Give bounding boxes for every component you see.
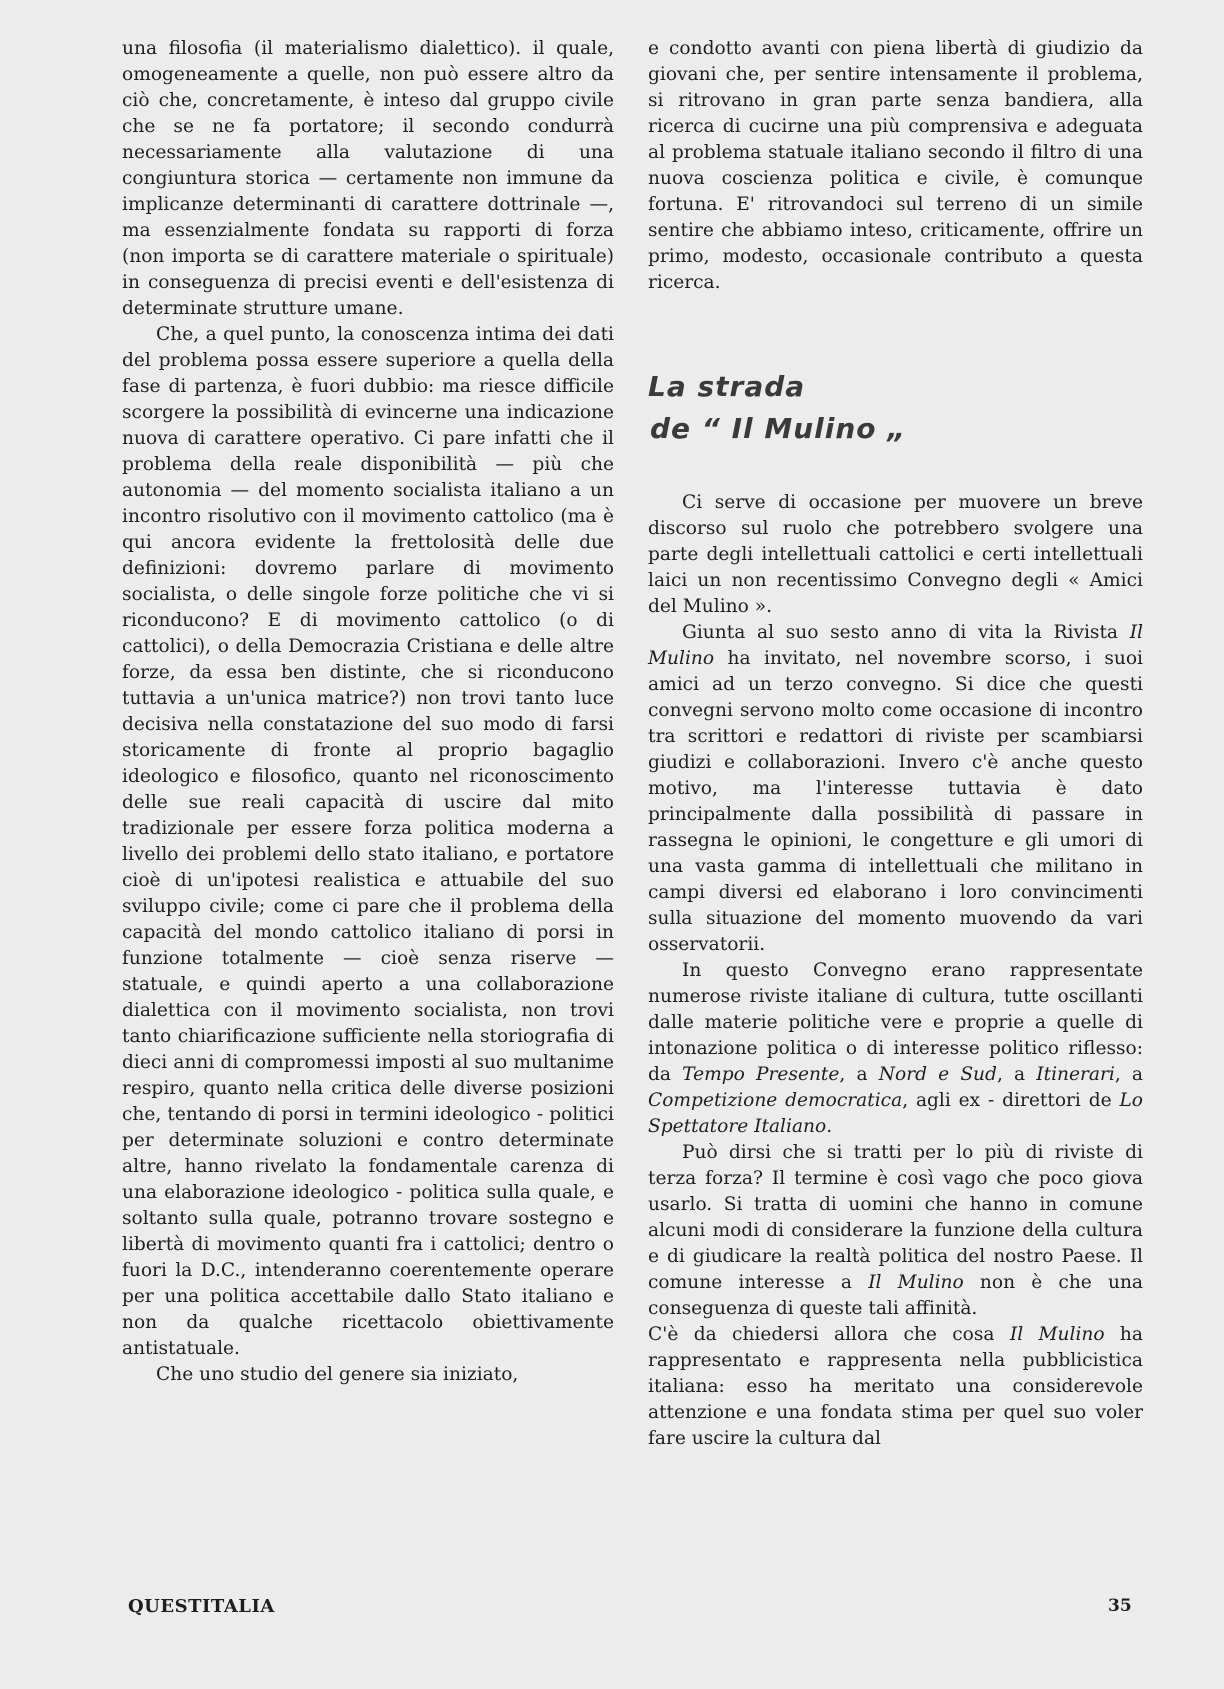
paragraph: Ci serve di occasione per muovere un breve discorso sul ruolo che potrebbero svolgere una parte degli intellettuali cattolici e certi intellettuali laici un non recentissimo Convegno degli « Amici del Mulino ».: [648, 492, 1143, 617]
text-run: ha rappresentato e rappresenta nella pubblicistica italiana: esso ha meritato una considerevole attenzione e una fondata stima per quel suo voler fare uscire la cultura dal: [648, 1324, 1143, 1449]
left-column: [122, 36, 614, 1388]
text-run: , a: [1114, 1064, 1143, 1085]
journal-title: Tempo Presente: [682, 1064, 840, 1085]
paragraph: e condotto avanti con piena libertà di giudizio da giovani che, per sentire intensamente il problema, si ritrovano in gran parte senza bandiera, alla ricerca di cucirne una più comprensiva e adeguata al problema statuale italiano secondo il filtro di una nuova coscienza politica e civile, è comunque fortuna. E' ritrovandoci sul terreno di un simile sentire che abbiamo inteso, criticamente, offrire un primo, modesto, occasionale contributo a questa ricerca.: [648, 38, 1143, 293]
journal-title: Lo Spettatore Italiano: [648, 1090, 1143, 1137]
running-footer-journal: QUESTITALIA: [128, 1596, 275, 1617]
journal-title: Il Mulino: [1009, 1324, 1105, 1345]
paragraph: Che uno studio del genere sia iniziato,: [156, 1364, 519, 1385]
text-run: Giunta al suo sesto anno di vita la Rivista: [682, 622, 1130, 643]
text-run: non è che una conseguenza di queste tali affinità.: [648, 1272, 1144, 1319]
page-number: 35: [1108, 1596, 1132, 1616]
right-column: [648, 36, 1143, 1452]
text-run: In questo Convegno erano rappresentate numerose riviste italiane di cultura, tutte oscillanti dalle materie politiche vere e proprie a quelle di intonazione politica o di interesse politico riflesso: da: [648, 960, 1143, 1085]
text-run: , a: [996, 1064, 1037, 1085]
journal-title: Il Mulino: [648, 622, 1143, 669]
journal-title: Il Mulino: [868, 1272, 964, 1293]
journal-title: Nord e Sud: [878, 1064, 997, 1085]
journal-title: Competizione democratica: [648, 1090, 903, 1111]
paragraph: [648, 958, 1143, 1140]
paragraph: [648, 1322, 1143, 1452]
section-heading: [648, 366, 1143, 450]
text-run: ha invitato, nel novembre scorso, i suoi amici ad un terzo convegno. Si dice che questi convegni servono molto come occasione di incontro tra scrittori e redattori di riviste per scambiarsi giudizi e collaborazioni. Invero c'è anche questo motivo, ma l'interesse tuttavia è dato principalmente dalla possibilità di passare in rassegna le opinioni, le congetture e gli umori di una vasta gamma di intellettuali che militano in campi diversi ed elaborano i loro convincimenti sulla situazione del momento muovendo da vari osservatorii.: [648, 648, 1143, 955]
section-heading-line: La strada: [648, 370, 806, 403]
paragraph: [648, 620, 1143, 958]
paragraph: [648, 1140, 1143, 1322]
journal-title: Itinerari: [1036, 1064, 1115, 1085]
section-heading-line: de “ Il Mulino „: [650, 412, 907, 445]
text-run: Può dirsi che si tratti per lo più di riviste di terza forza? Il termine è così vago che poco giova usarlo. Si tratta di uomini che hanno in comune alcuni modi di considerare la funzione della cultura e di giudicare la realtà politica del nostro Paese. Il comune interesse a: [648, 1142, 1143, 1293]
text-run: , agli ex - direttori de: [902, 1090, 1120, 1111]
text-run: C'è da chiedersi allora che cosa: [648, 1324, 1010, 1345]
text-run: , a: [839, 1064, 879, 1085]
text-run: .: [826, 1116, 833, 1137]
paragraph: una filosofia (il materialismo dialettico). il quale, omogeneamente a quelle, non può essere altro da ciò che, concretamente, è inteso dal gruppo civile che se ne fa portatore; il secondo condurrà necessariamente alla valutazione di una congiuntura storica — certamente non immune da implicanze determinanti di carattere dottrinale —, ma essenzialmente fondata su rapporti di forza (non importa se di carattere materiale o spirituale) in conseguenza di precisi eventi e dell'esistenza di determinate strutture umane.: [122, 38, 614, 319]
paragraph: Che, a quel punto, la conoscenza intima dei dati del problema possa essere superiore a quella della fase di partenza, è fuori dubbio: ma riesce difficile scorgere la possibilità di evincerne una indicazione nuova di carattere operativo. Ci pare infatti che il problema della reale disponibilità — più che autonomia — del momento socialista italiano a un incontro risolutivo con il movimento cattolico (ma è qui ancora evidente la frettolosità delle due definizioni: dovremo parlare di movimento socialista, o delle singole forze politiche che vi si riconducono? E di movimento cattolico (o di cattolici), o della Democrazia Cristiana e delle altre forze, da essa ben distinte, che si riconducono tuttavia a un'unica matrice?) non trovi tanto luce decisiva nella constatazione del suo modo di farsi storicamente di fronte al proprio bagaglio ideologico e filosofico, quanto nel riconoscimento delle sue reali capacità di uscire dal mito tradizionale per essere forza politica moderna a livello dei problemi dello stato italiano, e portatore cioè di un'ipotesi realistica e attuabile del suo sviluppo civile; come ci pare che il problema della capacità del mondo cattolico italiano di porsi in funzione totalmente — cioè senza riserve — statuale, e quindi aperto a una collaborazione dialettica con il movimento socialista, non trovi tanto chiarificazione sufficiente nella storiografia di dieci anni di compromessi imposti al suo multanime respiro, quanto nella critica delle diverse posizioni che, tentando di porsi in termini ideologico - politici per determinate soluzioni e contro determinate altre, hanno rivelato la fondamentale carenza di una elaborazione ideologico - politica sulla quale, e soltanto sulla quale, potranno trovare sostegno e libertà di movimento quanti fra i cattolici; dentro o fuori la D.C., intenderanno coerentemente operare per una politica accettabile dallo Stato italiano e non da qualche ricettacolo obiettivamente antistatuale.: [122, 324, 614, 1359]
